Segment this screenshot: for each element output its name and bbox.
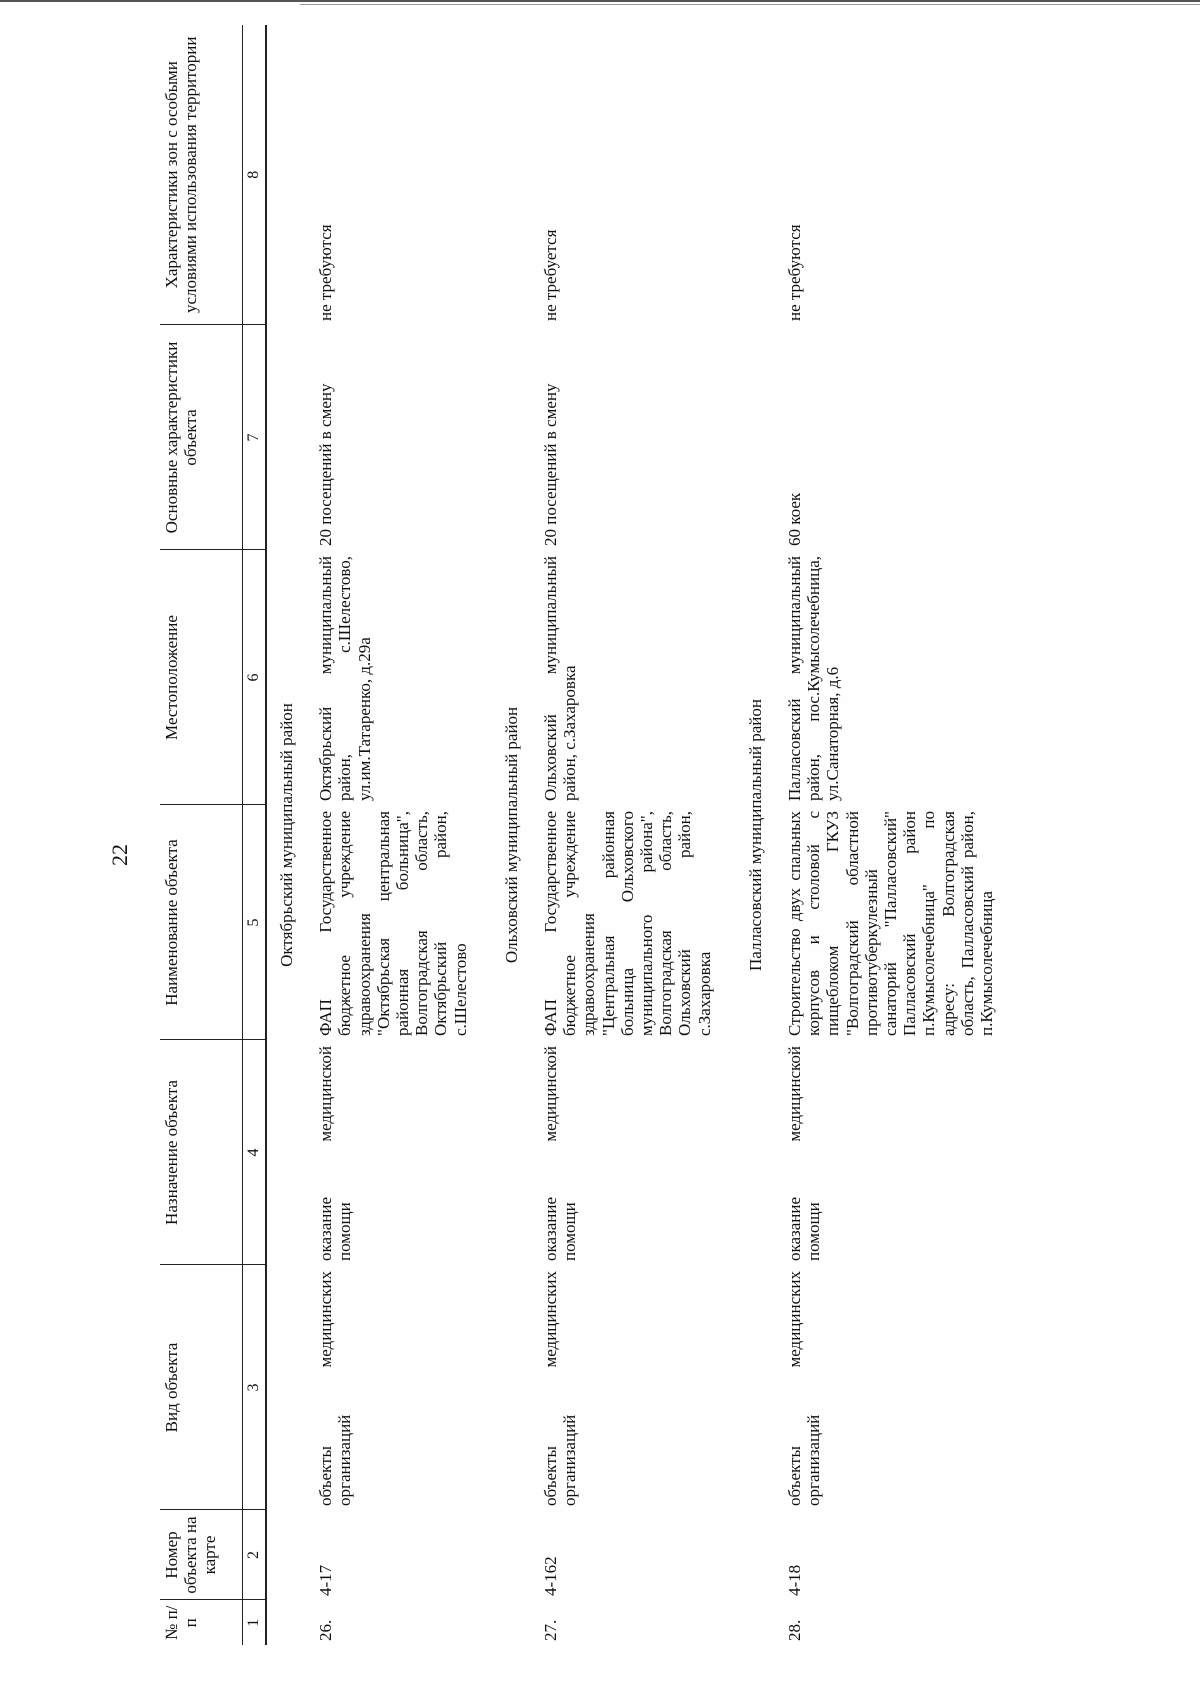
- section-row: [492, 25, 531, 1645]
- object-purpose: оказание медицинской помощи: [541, 1046, 580, 1261]
- header-cell: Номер объекта на карте: [160, 1510, 243, 1600]
- object-characteristics: 60 коек: [785, 492, 805, 546]
- object-purpose: оказание медицинской помощи: [316, 1046, 355, 1261]
- column-number: 2: [243, 1510, 267, 1600]
- zone-characteristics: не требуются: [316, 224, 336, 321]
- object-characteristics: 20 посещений в смену: [541, 383, 561, 546]
- scan-edge: [0, 0, 1200, 2]
- column-number: 3: [243, 1265, 267, 1510]
- row-number: 26.: [316, 1619, 336, 1641]
- section-row: [266, 25, 306, 1645]
- object-name: ФАП Государственное бюджетное учреждение здравоохранения "Октябрьская центральная районная больница", Волгоградская область, Октябрьский район, с.Шелестово: [316, 811, 470, 1036]
- object-type: объекты медицинских организаций: [316, 1271, 355, 1506]
- section-title: Палласовский муниципальный район: [745, 699, 765, 971]
- object-purpose: оказание медицинской помощи: [785, 1046, 824, 1261]
- page-number: 22: [107, 844, 132, 866]
- header-cell: Вид объекта: [160, 1265, 243, 1510]
- object-type: объекты медицинских организаций: [785, 1271, 824, 1506]
- map-number: 4-162: [541, 1556, 561, 1596]
- header-cell: № п/п: [160, 1600, 243, 1645]
- scan-edge-line: [300, 4, 1200, 5]
- header-cell: Характеристики зон с особыми условиями использования территории: [160, 25, 243, 325]
- zone-characteristics: не требуется: [541, 229, 561, 321]
- column-number: 6: [243, 550, 267, 805]
- section-title: Октябрьский муниципальный район: [277, 703, 296, 967]
- object-characteristics: 20 посещений в смену: [316, 383, 336, 546]
- table-row: [531, 25, 736, 1645]
- row-number: 28.: [785, 1619, 805, 1641]
- column-number: 7: [243, 325, 267, 550]
- map-number: 4-17: [316, 1564, 336, 1596]
- column-number: 5: [243, 805, 267, 1040]
- column-number: 1: [243, 1600, 267, 1645]
- objects-table: [160, 25, 1018, 1645]
- section-row: [736, 25, 775, 1645]
- rotated-page: [160, 25, 1200, 1645]
- object-name: ФАП Государственное бюджетное учреждение здравоохранения "Центральная районная больница Ольховского муниципального района", Волгоградская область, Ольховский район, с.Захаровка: [541, 811, 714, 1036]
- header-cell: Назначение объекта: [160, 1040, 243, 1265]
- column-number: 4: [243, 1040, 267, 1265]
- table-row: [775, 25, 1018, 1645]
- row-number: 27.: [541, 1619, 561, 1641]
- map-number: 4-18: [785, 1564, 805, 1596]
- zone-characteristics: не требуются: [785, 224, 805, 321]
- object-name: Строительство двух спальных корпусов и столовой с пищеблоком ГКУЗ "Волгоградский областной противотуберкулезный санаторий "Палласовский" Палласовский район п.Кумысолечебница" по адресу: Волгоградская область, Палласовский район, п.Кумысолечебница: [785, 811, 997, 1036]
- table-row: [306, 25, 492, 1645]
- column-number: 8: [243, 25, 267, 325]
- table-header: [160, 25, 266, 1645]
- header-cell: Местоположение: [160, 550, 243, 805]
- object-type: объекты медицинских организаций: [541, 1271, 580, 1506]
- table-body: [266, 25, 1018, 1645]
- section-title: Ольховский муниципальный район: [501, 706, 521, 964]
- object-location: Палласовский муниципальный район, пос.Кумысолечебница, ул.Санаторная, д.6: [785, 556, 843, 801]
- object-location: Ольховский муниципальный район, с.Захаровка: [541, 556, 580, 801]
- object-location: Октябрьский муниципальный район, с.Шелестово, ул.им.Татаренко, д.29а: [316, 556, 374, 801]
- header-cell: Наименование объекта: [160, 805, 243, 1040]
- header-cell: Основные характеристики объекта: [160, 325, 243, 550]
